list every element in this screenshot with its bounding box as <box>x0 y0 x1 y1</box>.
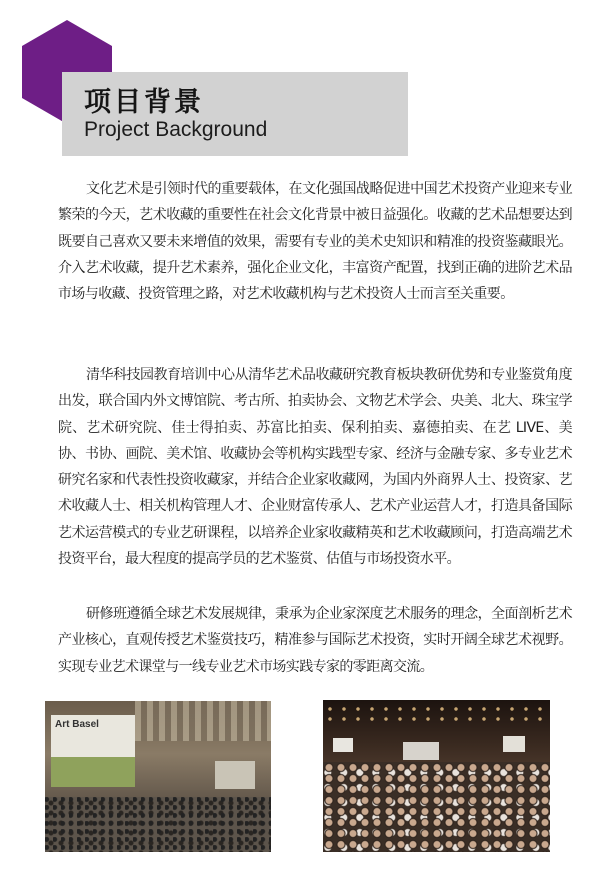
photo-screen-2 <box>403 742 439 760</box>
photo-sign-green <box>51 757 135 787</box>
paragraph-intro: 文化艺术是引领时代的重要载体，在文化强国战略促进中国艺术投资产业迎来专业繁荣的今天，艺术收藏的重要性在社会文化背景中被日益强化。收藏的艺术品想要达到既要自己喜欢又要未来增值的效果，需要有专业的美术史知识和精准的投资鉴藏眼光。介入艺术收藏，提升艺术素养，强化企业文化，丰富资产配置，找到正确的进阶艺术品市场与收藏、投资管理之路，对艺术收藏机构与艺术投资人士而言至关重要。 <box>58 181 572 303</box>
photo-screen-1 <box>333 738 353 752</box>
photo-art-basel <box>45 701 271 852</box>
photo-screen <box>215 761 255 789</box>
photo-crowd <box>45 797 271 852</box>
page-title-en: Project Background <box>84 118 268 141</box>
photo-lights <box>323 704 550 724</box>
paragraph-program: 研修班遵循全球艺术发展规律，秉承为企业家深度艺术服务的理念，全面剖析艺术产业核心，直观传授艺术鉴赏技巧，精准参与国际艺术投资，实时开阔全球艺术视野。实现专业艺术课堂与一线专业艺术市场实践专家的零距离交流。 <box>58 606 572 675</box>
photo-audience <box>323 762 550 852</box>
photo-screen-3 <box>503 736 525 752</box>
photo-beam <box>135 701 271 741</box>
photo-conference <box>323 700 550 852</box>
photo-sign-text: Art Basel <box>55 719 99 730</box>
page-title-cn: 项目背景 <box>84 87 204 118</box>
paragraph-center: 清华科技园教育培训中心从清华艺术品收藏研究教育板块教研优势和专业鉴赏角度出发，联合国内外文博馆院、考古所、拍卖协会、文物艺术学会、央美、北大、珠宝学院、艺术研究院、佳士得拍卖、苏富比拍卖、保利拍卖、嘉德拍卖、在艺 LIVE、美协、书协、画院、美术馆、收藏协会等机构实践型专家、经济与金融专家、多专业艺术研究名家和代表性投资收藏家，并结合企业家收藏网，为国内外商界人士、投资家、艺术收藏人士、相关机构管理人才、企业财富传承人、艺术产业运营人才，打造具备国际艺术运营模式的专业艺研课程，以培养企业家收藏精英和艺术收藏顾问，打造高端艺术投资平台，最大程度的提高学员的艺术鉴赏、估值与市场投资水平。 <box>58 367 572 568</box>
